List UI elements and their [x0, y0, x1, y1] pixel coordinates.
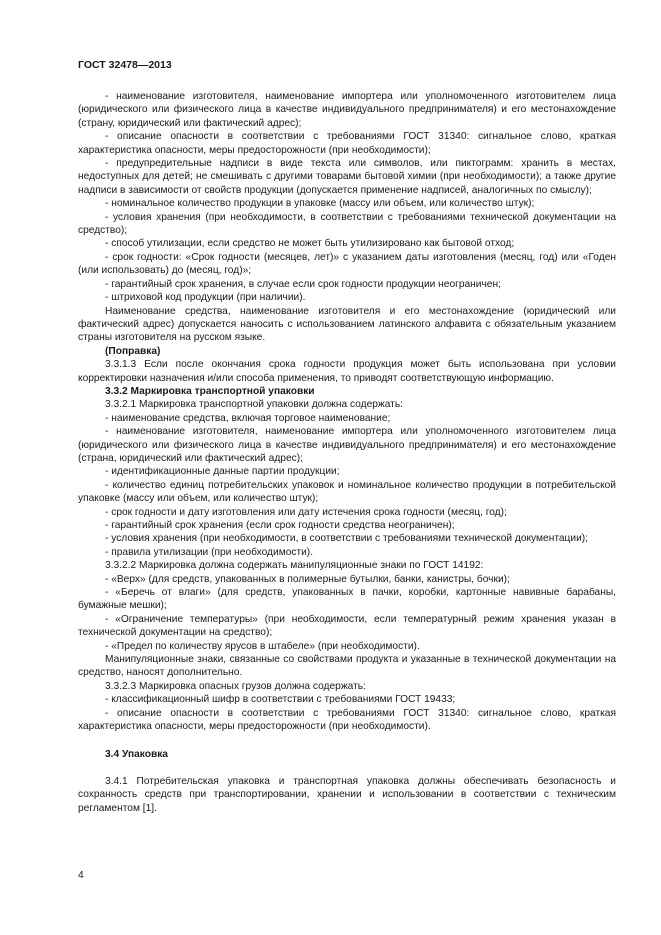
paragraph: - «Верх» (для средств, упакованных в полимерные бутылки, банки, канистры, бочки);: [105, 573, 510, 585]
paragraph: 3.3.2.2 Маркировка должна содержать манипуляционные знаки по ГОСТ 14192:: [105, 560, 484, 572]
document-header: ГОСТ 32478—2013: [78, 59, 172, 71]
paragraph: 3.3.2.3 Маркировка опасных грузов должна содержать:: [105, 680, 366, 692]
paragraph: - номинальное количество продукции в упаковке (массу или объем, или количество штук);: [105, 198, 535, 210]
paragraph: - гарантийный срок хранения, в случае если срок годности продукции неограничен;: [105, 278, 501, 290]
paragraph: - идентификационные данные партии продукции;: [105, 466, 340, 478]
paragraph: - срок годности и дату изготовления или дату истечения срока годности (месяц, год);: [105, 506, 507, 518]
paragraph: 3.3.2 Маркировка транспортной упаковки: [105, 385, 315, 397]
paragraph: - правила утилизации (при необходимости).: [105, 546, 314, 558]
paragraph: - «Беречь от влаги» (для средств, упакованных в пачки, коробки, картонные навивные барабаны, бумажные мешки);: [78, 587, 616, 612]
paragraph: Манипуляционные знаки, связанные со свойствами продукта и указанные в технической документации на средство, наносят дополнительно.: [78, 654, 616, 679]
paragraph: - условия хранения (при необходимости, в соответствии с требованиями технической документации);: [105, 533, 588, 545]
paragraph: - условия хранения (при необходимости, в соответствии с требованиями технической документации на средство);: [78, 211, 616, 237]
paragraph: - гарантийный срок хранения (если срок годности средства неограничен);: [105, 520, 455, 531]
paragraph: - наименование изготовителя, наименование импортера или уполномоченного изготовителем лица (юридического или физического лица в качестве индивидуального предпринимателя) и его местонахождение (страну, юридический или фактический адрес);: [78, 91, 616, 129]
document-body: [78, 90, 616, 815]
paragraph: - наименование средства, включая торговое наименование;: [105, 412, 391, 424]
page-number: 4: [78, 870, 84, 881]
paragraph: - способ утилизации, если средство не может быть утилизировано как бытовой отход;: [105, 238, 515, 250]
paragraph: - «Ограничение температуры» (при необходимости, если температурный режим хранения указан в технической документации на средство);: [78, 613, 616, 639]
paragraph: - срок годности: «Срок годности (месяцев, лет)» с указанием даты изготовления (месяц, год) или «Годен (или использовать) до (месяц, год)»;: [78, 251, 616, 277]
paragraph: - описание опасности в соответствии с требованиями ГОСТ 31340: сигнальное слово, краткая характеристика опасности, меры предосторожности (при необходимости);: [78, 131, 616, 156]
paragraph: - описание опасности в соответствии с требованиями ГОСТ 31340: сигнальное слово, краткая характеристика опасности, меры предосторожности (при необходимости).: [78, 707, 616, 733]
paragraph: - «Предел по количеству ярусов в штабеле» (при необходимости).: [105, 640, 420, 652]
paragraph: Наименование средства, наименование изготовителя и его местонахождение (юридический или фактический адрес) допускается наносить с использованием латинского алфавита с обязательным указанием страны изготовителя на русском языке.: [78, 305, 616, 344]
paragraph: - штриховой код продукции (при наличии).: [105, 292, 306, 304]
paragraph: 3.3.2.1 Маркировка транспортной упаковки должна содержать:: [105, 399, 403, 411]
paragraph: - предупредительные надписи в виде текста или символов, или пиктограмм: хранить в местах, недоступных для детей; не смешивать с другими товарами бытовой химии (при необходимости); а также другие надписи в зависимости от свойств продукции (допускается применение надписей, аналогичных по смыслу);: [78, 158, 616, 196]
paragraph: - количество единиц потребительских упаковок и номинальное количество продукции в потребительской упаковке (массу или объем, или количество штук);: [78, 479, 616, 505]
paragraph: 3.4 Упаковка: [105, 748, 168, 760]
paragraph: - классификационный шифр в соответствии с требованиями ГОСТ 19433;: [105, 694, 456, 706]
paragraph: (Поправка): [105, 345, 161, 357]
paragraph: 3.3.1.3 Если после окончания срока годности продукция может быть использована при условии корректировки назначения и/или способа применения, то приводят соответствующую информацию.: [78, 359, 616, 384]
paragraph: - наименование изготовителя, наименование импортера или уполномоченного изготовителем лица (юридического или физического лица в качестве индивидуального предпринимателя) и его местонахождение (страна, юридический или фактический адрес);: [78, 426, 616, 464]
paragraph: 3.4.1 Потребительская упаковка и транспортная упаковка должны обеспечивать безопасность и сохранность средств при транспортировании, хранении и использовании в соответствии с техническим регламентом [1].: [78, 775, 616, 814]
